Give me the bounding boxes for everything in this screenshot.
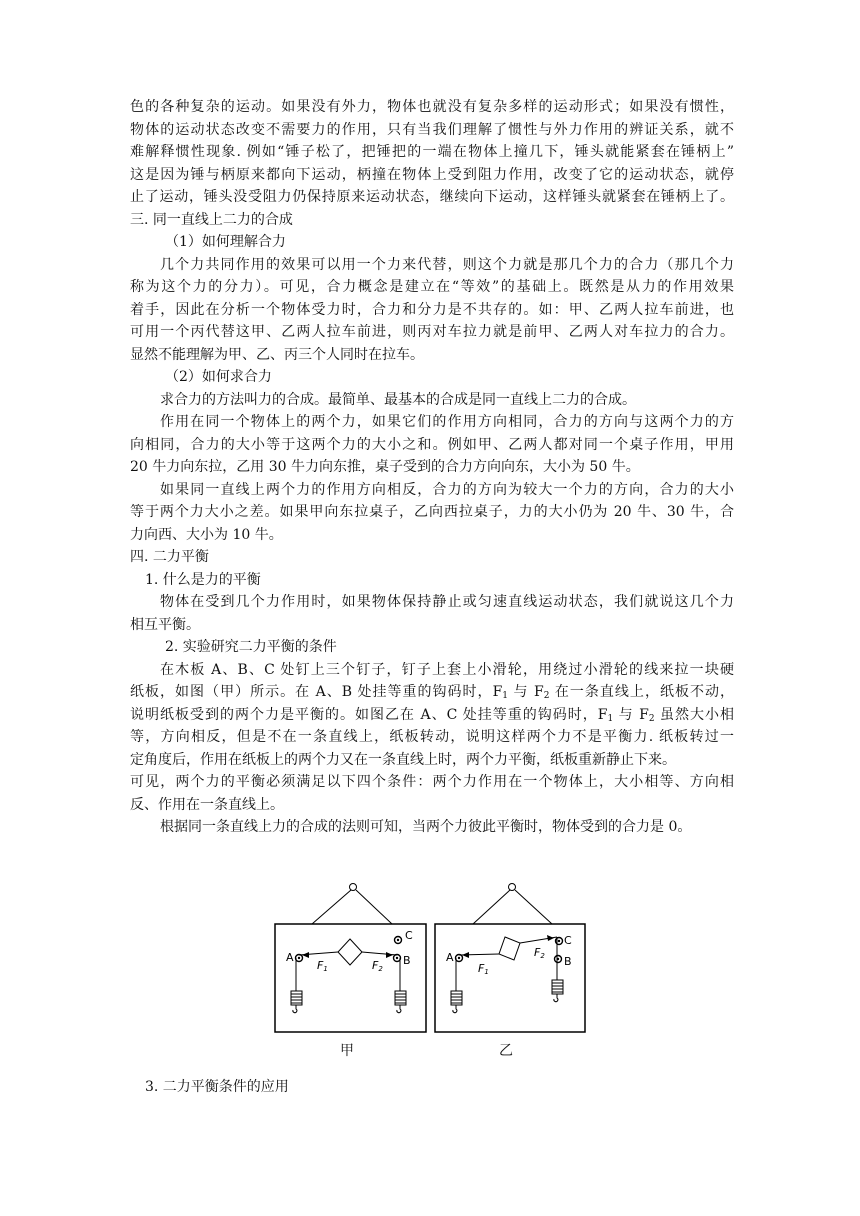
svg-text:B: B xyxy=(564,955,572,968)
paragraph-line: 作用在同一个物体上的两个力，如果它们的作用方向相同，合力的方向与这两个力的方 xyxy=(160,414,734,430)
paragraph-line: 相互平衡。 xyxy=(130,616,200,633)
paragraph-line: 止了运动，锤头没受阻力仍保持原来运动状态，继续向下运动，这样锤头就紧套在锤柄上了。 xyxy=(130,189,734,205)
paragraph-line: 物体在受到几个力作用时，如果物体保持静止或匀速直线运动状态，我们就说这几个力 xyxy=(160,594,734,610)
paragraph-line: 如果同一直线上两个力的作用方向相反，合力的方向为较大一个力的方向，合力的大小 xyxy=(160,481,734,498)
section-heading: 四. 二力平衡 xyxy=(130,549,209,565)
paragraph-line: 反、作用在一条直线上。 xyxy=(130,796,284,813)
subsection-heading: 3. 二力平衡条件的应用 xyxy=(145,1079,289,1095)
paragraph-line: 几个力共同作用的效果可以用一个力来代替，则这个力就是那几个力的合力（那几个力 xyxy=(160,256,734,273)
paragraph-line: 难解释惯性现象. 例如“锤子松了，把锤把的一端在物体上撞几下，锤头就能紧套在锤柄上” xyxy=(130,144,734,160)
svg-text:F2: F2 xyxy=(372,959,383,973)
two-force-balance-figure xyxy=(272,876,592,1066)
svg-text:C: C xyxy=(405,929,413,942)
figure-caption-jia: 甲 xyxy=(340,1043,354,1059)
paragraph-line: 这是因为锤与柄原来都向下运动，柄撞在物体上受到阻力作用，改变了它的运动状态，就停 xyxy=(130,166,734,183)
document-body xyxy=(130,96,734,839)
subsection-heading: 1. 什么是力的平衡 xyxy=(145,571,261,588)
section-heading: 三. 同一直线上二力的合成 xyxy=(130,211,293,228)
paragraph-line: 色的各种复杂的运动。如果没有外力，物体也就没有复杂多样的运动形式；如果没有惯性， xyxy=(130,99,734,115)
paragraph-line: 求合力的方法叫力的合成。最简单、最基本的合成是同一直线上二力的合成。 xyxy=(160,391,636,408)
paragraph-line: 称为这个力的分力）。可见，合力概念是建立在“等效”的基础上。既然是从力的作用效果 xyxy=(130,279,734,295)
paragraph-line: 可用一个丙代替这甲、乙两人拉车前进，则丙对车拉力就是前甲、乙两人对车拉力的合力。 xyxy=(130,324,734,340)
subsection-heading: （2）如何求合力 xyxy=(165,369,272,385)
paragraph-line: 在木板 A、B、C 处钉上三个钉子，钉子上套上小滑轮，用绕过小滑轮的线来拉一块硬 xyxy=(160,661,734,678)
subsection-heading: 2. 实验研究二力平衡的条件 xyxy=(165,639,337,655)
paragraph-line: 力向西、大小为 10 牛。 xyxy=(130,526,283,543)
paragraph-line: 向相同，合力的大小等于这两个力的大小之和。例如甲、乙两人都对同一个桌子作用，甲用 xyxy=(130,436,734,453)
svg-text:B: B xyxy=(403,954,411,967)
paragraph-line: 等，方向相反，但是不在一条直线上，纸板转动，说明这样两个力不是平衡力. 纸板转过一 xyxy=(130,729,734,745)
figure-caption-yi: 乙 xyxy=(499,1043,513,1059)
svg-text:F1: F1 xyxy=(478,962,489,976)
svg-text:F2: F2 xyxy=(534,946,545,960)
paragraph-line: 定角度后，作用在纸板上的两个力又在一条直线上时，两个力平衡，纸板重新静止下来。 xyxy=(130,751,676,768)
svg-text:A: A xyxy=(446,951,454,964)
paragraph-line: 物体的运动状态改变不需要力的作用，只有当我们理解了惯性与外力作用的辨证关系，就不 xyxy=(130,121,734,138)
paragraph-line: 等于两个力大小之差。如果甲向东拉桌子，乙向西拉桌子，力的大小仍为 20 牛、30 牛，合 xyxy=(130,504,734,520)
paragraph-line: 20 牛力向东拉，乙用 30 牛力向东推，桌子受到的合力方向向东，大小为 50 牛。 xyxy=(130,459,640,475)
paragraph-line: 说明纸板受到的两个力是平衡的。如图乙在 A、C 处挂等重的钩码时，$F_1$ 与 $F_2$ 虽然大小相 xyxy=(130,706,734,724)
svg-text:A: A xyxy=(286,951,294,964)
paragraph-line: 着手，因此在分析一个物体受力时，合力和分力是不共存的。如：甲、乙两人拉车前进，也 xyxy=(130,301,734,318)
paragraph-line: 纸板，如图（甲）所示。在 A、B 处挂等重的钩码时，$F_1$ 与 $F_2$ 在一条直线上，纸板不动， xyxy=(130,684,734,701)
board-jia xyxy=(275,884,426,1033)
svg-text:F1: F1 xyxy=(317,959,328,973)
paragraph-line: 根据同一条直线上力的合成的法则可知，当两个力彼此平衡时，物体受到的合力是 0。 xyxy=(160,819,692,835)
svg-text:C: C xyxy=(564,934,572,947)
paragraph-line: 可见，两个力的平衡必须满足以下四个条件：两个力作用在一个物体上，大小相等、方向相 xyxy=(130,774,734,790)
paragraph-line: 显然不能理解为甲、乙、丙三个人同时在拉车。 xyxy=(130,346,424,363)
board-yi xyxy=(435,884,585,1033)
subsection-heading: （1）如何理解合力 xyxy=(165,234,286,250)
